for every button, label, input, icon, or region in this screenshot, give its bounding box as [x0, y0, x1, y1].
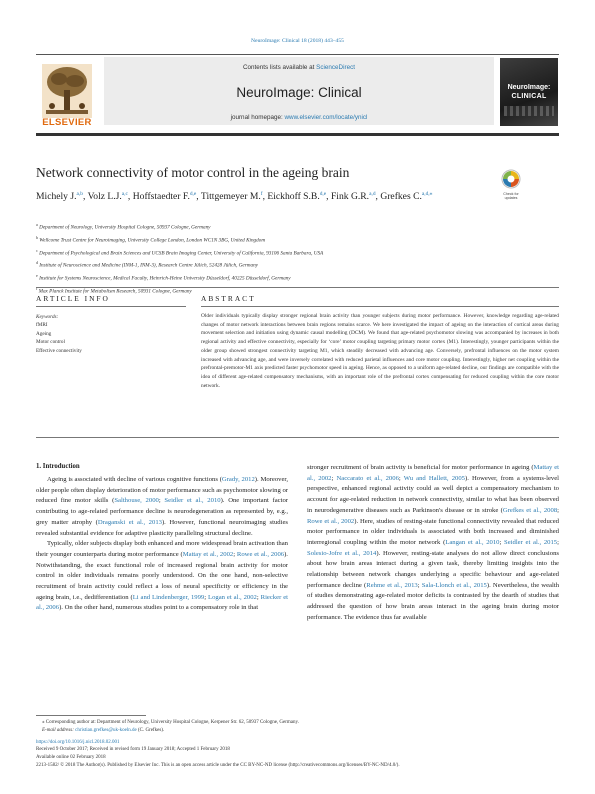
body-column-right [307, 463, 559, 624]
corresponding-author-note: ⁎ Corresponding author at: Department of Neurology, University Hospital Cologne, Kerpener Str. 62, 50937 Cologne, Germany. [42, 720, 299, 725]
email-suffix: (C. Grefkes). [136, 727, 165, 733]
affiliation-list [36, 220, 536, 297]
journal-info-box [104, 57, 494, 125]
text-run: ). However, resting-state analyses do not allow direct conclusions about how brain areas interact during a given task, thereby limiting insights into the relationship between network changes underlying a specific behaviour and age-related performance decline ( [307, 549, 559, 589]
author-name[interactable]: Fink G.R. [330, 191, 370, 203]
journal-homepage-line [104, 114, 494, 121]
citation-link[interactable]: Rehme et al., 2013 [366, 581, 418, 589]
text-run: ; [499, 538, 505, 546]
check-for-updates-line1: Check for [503, 192, 519, 196]
author[interactable] [267, 191, 326, 202]
citation-link[interactable]: Rowe et al., 2002 [307, 517, 355, 525]
affiliation-text: Wellcome Trust Centre for Neuroimaging, University College London, London WC1N 3BG, United Kingdom [39, 237, 266, 244]
keywords-block [36, 313, 186, 355]
author-name[interactable]: Tittgemeyer M. [200, 191, 261, 203]
affiliation [36, 233, 536, 246]
abstract-text: Older individuals typically display stronger regional brain activity than younger subjects during motor performance. However, knowledge regarding age-related changes of motor network interactions between brain regions remains scarce. We here investigated the impact of ageing on the interaction of cortical areas during movement selection and initiation using dynamic causal modelling (DCM). We found that age-related psychomotor slowing was accompanied by increases in both regional activity and effective connectivity, especially for ‘core’ motor coupling targeting primary motor cortex (M1). Interestingly, younger participants within the older group showed strongest connectivity targeting M1, which steadily decreased with advancing age. Conversely, prefrontal influences on the motor system increased with advancing age, and were inversely correlated with reduced parietal influences and core motor coupling. Interestingly, higher net coupling within the prefrontal-premotor-M1 axis predicted faster psychomotor speed in ageing. Hence, as opposed to a uniform age-related decline, our findings are compatible with the idea of different age-related compensatory mechanisms, with an important role of the prefrontal cortex compensating for reduced coupling within the core motor network. [201, 313, 559, 389]
keyword: fMRI [36, 322, 48, 329]
abstract-heading: ABSTRACT [201, 294, 256, 303]
citation-link[interactable]: Mattay et al., 2002 [307, 464, 560, 482]
journal-citation[interactable]: NeuroImage: Clinical 18 (2018) 443–455 [251, 38, 344, 44]
text-run: ; [158, 497, 165, 505]
affiliation-text: Institute of Neuroscience and Medicine (INM-1, INM-3), Research Centre Jülich, 52428 Jülich, Germany [39, 263, 258, 270]
citation-link[interactable]: Seidler et al., 2010 [164, 497, 221, 505]
author-name[interactable]: Michely J. [36, 191, 77, 203]
text-run: ). However, functional neuroimaging studies revealed substantial evidence for adaptive plasticity paralleling structural decline. [36, 518, 288, 537]
citation-link[interactable]: Li and Lindenberger, 1999 [132, 593, 205, 601]
author-list [36, 187, 491, 205]
article-title: Network connectivity of motor control in the ageing brain [36, 165, 350, 180]
text-run: ; [398, 474, 404, 482]
author-separator: , [262, 191, 268, 203]
affiliation-mark: c [36, 247, 38, 253]
author-affiliation-marks[interactable]: a,b [76, 191, 83, 197]
keyword: Motor control [36, 339, 65, 346]
cover-decoration [504, 106, 554, 116]
affiliation-text: Department of Neurology, University Hospital Cologne, 50937 Cologne, Germany [39, 224, 211, 231]
text-run: Ageing is associated with decline of various cognitive functions ( [47, 476, 222, 483]
author-name[interactable]: Hoffstaedter F. [132, 191, 190, 203]
masthead-top-rule [36, 54, 559, 55]
text-run: ; [417, 581, 422, 589]
citation-link[interactable]: Solesio-Jofre et al., 2014 [307, 549, 377, 557]
author-separator: , [326, 191, 331, 203]
author[interactable] [201, 191, 263, 202]
author-affiliation-marks[interactable]: f [260, 191, 263, 197]
author-separator: , [196, 191, 201, 203]
body-column-left [36, 475, 288, 614]
cover-title-line2: CLINICAL [511, 93, 547, 100]
text-run: ; [557, 538, 559, 546]
keyword-list [36, 321, 186, 355]
affiliation [36, 220, 536, 233]
text-run: ). Moreover, older people often display deterioration of motor performance such as psychomotor slowing or reduced fine motor skills ( [36, 476, 289, 505]
author-separator: , [375, 191, 381, 203]
author-name[interactable]: Grefkes C. [380, 191, 422, 203]
affiliation [36, 258, 536, 271]
author-affiliation-marks[interactable]: a,c [121, 191, 128, 197]
license-statement: 2213-1582/ © 2018 The Author(s). Published by Elsevier Inc. This is an open access article under the CC BY-NC-ND license (http://creativecommons.org/licenses/BY-NC-ND/4.0/). [36, 762, 400, 768]
cover-title-line1: NeuroImage: [507, 84, 551, 91]
contents-prefix: Contents lists available at [242, 64, 315, 71]
citation-link[interactable]: Grefkes et al., 2008 [502, 506, 558, 514]
keywords-label: Keywords: [36, 314, 59, 320]
author[interactable] [133, 191, 197, 202]
affiliation [36, 271, 536, 284]
article-info-rule [36, 306, 186, 307]
check-for-updates-line2: updates [504, 196, 518, 200]
author-name[interactable]: Volz L.J. [87, 191, 122, 203]
journal-name: NeuroImage: Clinical [236, 85, 362, 100]
citation-link[interactable]: Mattay et al., 2002 [182, 550, 234, 558]
publisher-name: ELSEVIER [42, 117, 92, 128]
abstract-rule [201, 306, 559, 307]
email-line [36, 727, 559, 735]
email-link[interactable]: christian.grefkes@uk-koeln.de [75, 727, 137, 733]
author-affiliation-marks[interactable]: d,e [189, 191, 197, 197]
affiliation [36, 246, 536, 259]
citation-link[interactable]: Sala-Llonch et al., 2015 [421, 581, 487, 589]
abstract-divider [36, 437, 559, 438]
sciencedirect-link[interactable]: ScienceDirect [316, 64, 355, 71]
text-run: ). Here, studies of resting-state functional connectivity revealed that reduced motor performance in older individuals is associated with both increased and diminished interregional coupling within the motor network ( [307, 517, 559, 546]
text-run: Typically, older subjects display both enhanced and more widespread brain activation than their younger counterparts during motor performance ( [36, 540, 288, 558]
citation-link[interactable]: Salthouse, 2000 [114, 497, 159, 505]
text-run: ). However, from a systems-level perspective, enhanced regional activity could as well depict a compensatory mechanism to account for age-related reduction in network connectivity, similar to what has been observed in neurodegenerative diseases such as Parkinson's disease or in stroke ( [307, 474, 560, 514]
received-dates: Received 9 October 2017; Received in revised form 19 January 2018; Accepted 1 February 2018 [36, 747, 230, 753]
text-run: ; [557, 506, 559, 514]
text-run: stronger recruitment of brain activity is beneficial for motor performance in ageing ( [307, 464, 534, 471]
text-run: ). Nevertheless, the wealth of studies demonstrating age-related motor deficits is contrasted by the dearth of studies that addressed the question of how brain areas interact in the ageing brain during motor performance. The evidence thus far available [307, 581, 560, 621]
citation-link[interactable]: Logan et al., 2002 [208, 593, 257, 601]
author-affiliation-marks[interactable]: d,e [319, 191, 327, 197]
email-label: E-mail address: [42, 727, 74, 733]
author[interactable] [380, 191, 432, 202]
affiliation-mark: e [36, 273, 38, 279]
section-heading-introduction: 1. Introduction [36, 463, 80, 470]
doi-link[interactable]: https://doi.org/10.1016/j.nicl.2018.02.001 [36, 739, 120, 745]
affiliation-text: Max Planck Institute for Metabolism Research, 50931 Cologne, Germany [38, 288, 192, 295]
article-info-heading: ARTICLE INFO [36, 294, 110, 303]
author-affiliation-marks[interactable]: a,d [369, 191, 376, 197]
author-separator: , [127, 191, 133, 203]
citation-link[interactable]: Naccarato et al., 2006 [336, 474, 399, 482]
text-run: ; [233, 550, 237, 558]
text-run: ). Notwithstanding, the exact functional role of increased regional brain activity for motor control in older individuals remains poorly understood. On the one hand, non-selective recruitment of brain activity could reflect a loss of neural specificity or efficiency in the ageing brain, i.e., dedifferentiation ( [36, 550, 288, 601]
keyword: Effective connectivity [36, 347, 82, 354]
footnote-rule [36, 715, 146, 716]
citation-link[interactable]: Grady, 2012 [221, 476, 255, 483]
text-run: ; [331, 474, 337, 482]
elsevier-tree-logo [38, 62, 96, 124]
footnote-block [36, 715, 559, 770]
affiliation-text: Department of Psychological and Brain Sciences and UCSB Brain Imaging Center, University of California, 93106 Santa Barbara, USA [39, 250, 324, 257]
author-name[interactable]: Eickhoff S.B. [267, 191, 320, 203]
contents-line [104, 64, 494, 71]
author[interactable] [331, 191, 376, 202]
homepage-link[interactable]: www.elsevier.com/locate/ynicl [284, 114, 368, 121]
affiliation-mark: b [36, 234, 38, 240]
citation-link[interactable]: Riecker et al., 2006 [36, 593, 288, 612]
keyword: Ageing [36, 330, 52, 337]
author[interactable] [36, 191, 83, 202]
citation-link[interactable]: Langan et al., 2010 [445, 538, 500, 546]
citation-link[interactable]: Wu and Hallett, 2005 [403, 474, 465, 482]
masthead-bottom-rule [36, 133, 559, 136]
affiliation-mark: f [36, 286, 38, 292]
available-online-date: Available online 02 February 2018 [36, 755, 106, 761]
affiliation-mark: d [36, 260, 38, 266]
citation-link[interactable]: Seidler et al., 2015 [504, 538, 558, 546]
journal-masthead [36, 54, 559, 134]
text-run: ). One important factor contributing to age-related performance decline is neurodegeneration as represented by, e.g., grey matter atrophy ( [36, 497, 289, 526]
author-separator: , [82, 191, 88, 203]
affiliation-mark: a [36, 222, 38, 227]
journal-cover-image [500, 58, 558, 126]
text-run: ; [256, 593, 261, 601]
paragraph [307, 463, 559, 624]
text-run: ; [204, 593, 209, 601]
paragraph [36, 475, 288, 539]
homepage-prefix: journal homepage: [230, 114, 283, 121]
affiliation-text: Institute for Systems Neuroscience, Medical Faculty, Heinrich-Heine University Düsseldorf, 40225 Düsseldorf, Germany [39, 276, 291, 283]
citation-link[interactable]: Rowe et al., 2006 [236, 550, 285, 558]
paragraph [36, 539, 288, 614]
author-affiliation-marks[interactable]: a,d,⁎ [421, 191, 433, 197]
text-run: ). On the other hand, numerous studies point to a compensatory role in that [59, 604, 259, 612]
citation-link[interactable]: Draganski et al., 2013 [97, 518, 162, 526]
check-for-updates-label[interactable] [498, 192, 524, 200]
affiliations-divider [36, 287, 559, 288]
author[interactable] [88, 191, 128, 202]
